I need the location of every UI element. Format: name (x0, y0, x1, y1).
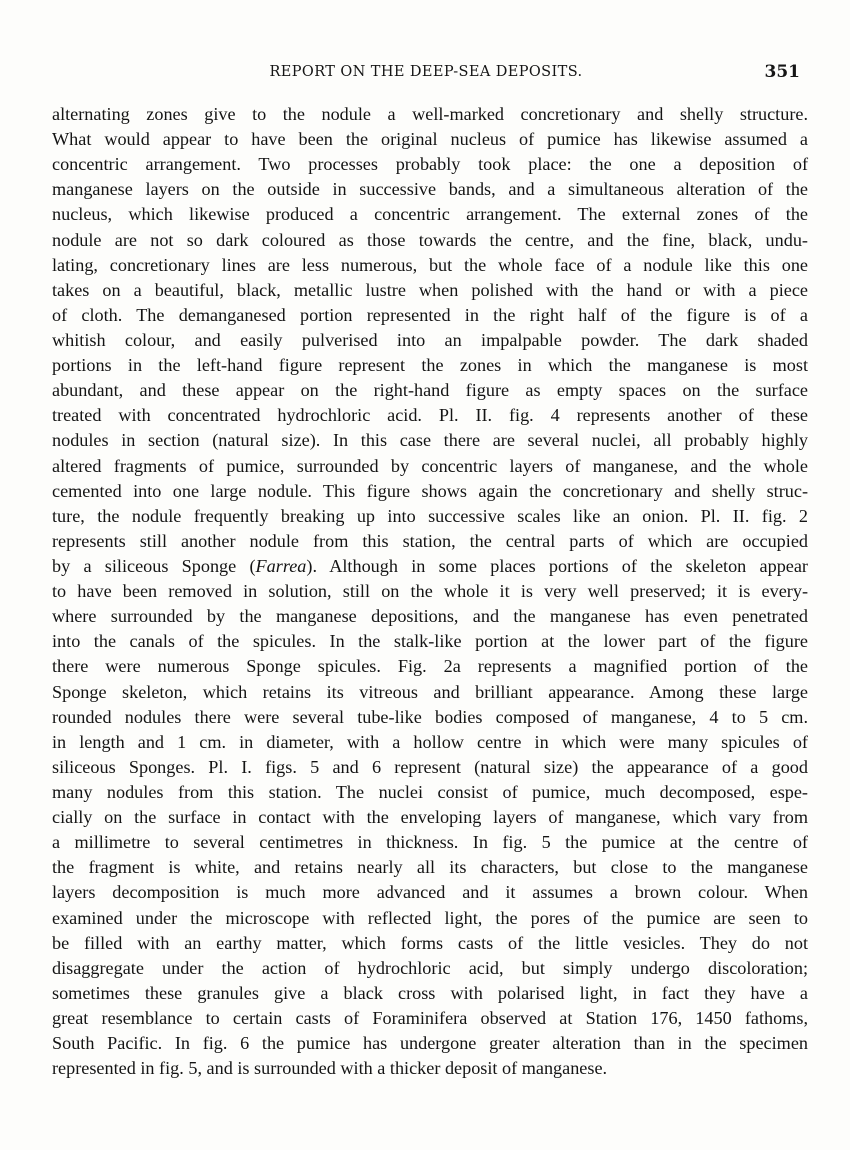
text-line: to have been removed in solution, still on the whole it is very well preserved; it is every- (52, 581, 808, 602)
text-line: alternating zones give to the nodule a well-marked concretionary and shelly structure. (52, 104, 808, 124)
text-line: by a siliceous Sponge (Farrea). Although in some places portions of the skeleton appear (52, 555, 808, 576)
text-line: a millimetre to several centimetres in thickness. In fig. 5 the pumice at the centre of (52, 832, 808, 853)
text-line: examined under the microscope with reflected light, the pores of the pumice are seen to (52, 907, 808, 928)
text-line: where surrounded by the manganese depositions, and the manganese has even penetrated (52, 606, 808, 627)
running-header (52, 64, 800, 88)
text-line: What would appear to have been the original nucleus of pumice has likewise assumed a (52, 129, 808, 150)
text-line: many nodules from this station. The nuclei consist of pumice, much decomposed, espe- (52, 781, 808, 802)
text-line: great resemblance to certain casts of Foraminifera observed at Station 176, 1450 fathoms, (52, 1007, 808, 1028)
text-line: layers decomposition is much more advanced and it assumes a brown colour. When (52, 882, 808, 903)
text-line: into the canals of the spicules. In the stalk-like portion at the lower part of the figure (52, 631, 808, 652)
text-line: be filled with an earthy matter, which forms casts of the little vesicles. They do not (52, 932, 808, 953)
text-line: concentric arrangement. Two processes probably took place: the one a deposition of (52, 154, 808, 175)
text-line: nucleus, which likewise produced a concentric arrangement. The external zones of the (52, 204, 808, 225)
text-line: in length and 1 cm. in diameter, with a hollow centre in which were many spicules of (52, 731, 808, 752)
running-title: REPORT ON THE DEEP-SEA DEPOSITS. (269, 64, 583, 80)
text-line: altered fragments of pumice, surrounded by concentric layers of manganese, and the whole (52, 455, 808, 476)
page-number: 351 (764, 62, 800, 82)
taxon-name: Farrea (255, 555, 307, 576)
text-line: portions in the left-hand figure represent the zones in which the manganese is most (52, 355, 808, 376)
text-line: nodule are not so dark coloured as those towards the centre, and the fine, black, undu- (52, 229, 808, 250)
text-line: rounded nodules there were several tube-like bodies composed of manganese, 4 to 5 cm. (52, 706, 808, 727)
text-line: sometimes these granules give a black cross with polarised light, in fact they have a (52, 982, 808, 1003)
text-line: cially on the surface in contact with the enveloping layers of manganese, which vary from (52, 807, 808, 828)
body-paragraph (52, 102, 808, 1081)
text-line: represents still another nodule from this station, the central parts of which are occupied (52, 530, 808, 551)
text-line: cemented into one large nodule. This figure shows again the concretionary and shelly struc- (52, 480, 808, 501)
text-line: South Pacific. In fig. 6 the pumice has undergone greater alteration than in the specimen (52, 1033, 808, 1054)
text-line: manganese layers on the outside in successive bands, and a simultaneous alteration of the (52, 179, 808, 200)
text-line: treated with concentrated hydrochloric acid. Pl. II. fig. 4 represents another of these (52, 405, 808, 426)
text-line: there were numerous Sponge spicules. Fig. 2a represents a magnified portion of the (52, 656, 808, 677)
text-line: Sponge skeleton, which retains its vitreous and brilliant appearance. Among these large (52, 681, 808, 702)
text-line: abundant, and these appear on the right-hand figure as empty spaces on the surface (52, 380, 808, 401)
text-line: of cloth. The demanganesed portion represented in the right half of the figure is of a (52, 304, 808, 325)
text-line: ture, the nodule frequently breaking up into successive scales like an onion. Pl. II. fig. 2 (52, 505, 808, 526)
text-line: siliceous Sponges. Pl. I. figs. 5 and 6 represent (natural size) the appearance of a good (52, 756, 808, 777)
text-line: nodules in section (natural size). In this case there are several nuclei, all probably highly (52, 430, 808, 451)
text-line: lating, concretionary lines are less numerous, but the whole face of a nodule like this one (52, 254, 808, 275)
text-line: whitish colour, and easily pulverised into an impalpable powder. The dark shaded (52, 329, 808, 350)
text-line-last: represented in fig. 5, and is surrounded with a thicker deposit of manganese. (52, 1058, 608, 1079)
text-line: disaggregate under the action of hydrochloric acid, but simply undergo discoloration; (52, 957, 808, 978)
text-line: the fragment is white, and retains nearly all its characters, but close to the manganese (52, 857, 808, 878)
text-line: takes on a beautiful, black, metallic lustre when polished with the hand or with a piece (52, 279, 808, 300)
